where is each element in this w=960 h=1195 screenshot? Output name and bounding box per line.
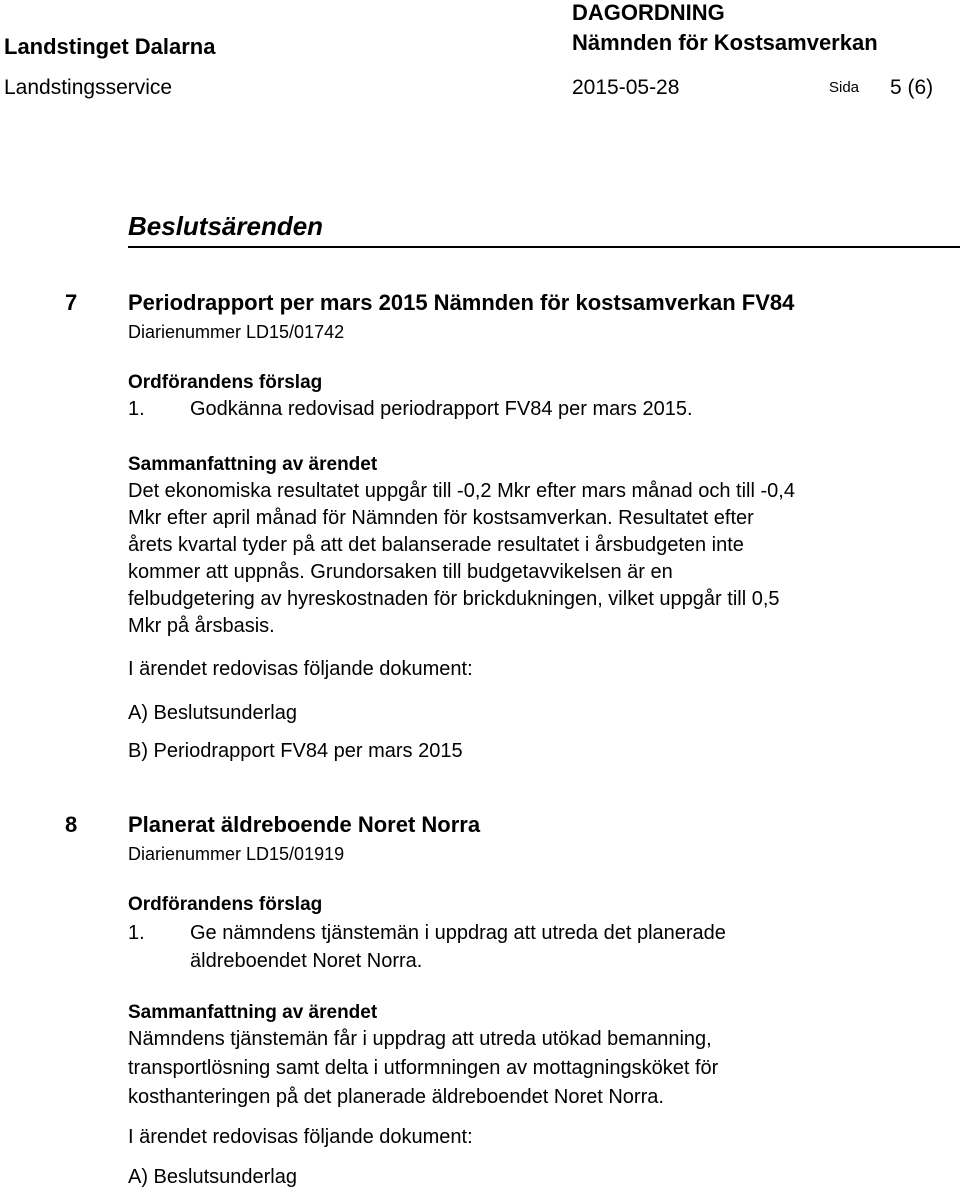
summary-line: Nämndens tjänstemän får i uppdrag att utreda utökad bemanning, — [128, 1028, 712, 1050]
summary-line: Mkr efter april månad för Nämnden för kostsamverkan. Resultatet efter — [128, 507, 754, 529]
diary-number: Diarienummer LD15/01742 — [128, 322, 345, 342]
documents-intro: I ärendet redovisas följande dokument: — [128, 658, 473, 680]
summary-line: kommer att uppnås. Grundorsaken till budgetavvikelsen är en — [128, 561, 673, 583]
item-number: 7 — [65, 290, 78, 315]
summary-line: kosthanteringen på det planerade äldreboendet Noret Norra. — [128, 1086, 664, 1108]
page-number: 5 (6) — [890, 76, 934, 99]
document-date: 2015-05-28 — [572, 76, 680, 99]
document-entry: A) Beslutsunderlag — [128, 702, 297, 724]
department-name: Landstingsservice — [4, 76, 173, 99]
summary-heading: Sammanfattning av ärendet — [128, 1002, 378, 1023]
document-entry: A) Beslutsunderlag — [128, 1166, 297, 1188]
summary-line: felbudgetering av hyreskostnaden för brickdukningen, vilket uppgår till 0,5 — [128, 588, 780, 610]
section-divider — [128, 246, 960, 248]
item-title: Periodrapport per mars 2015 Nämnden för kostsamverkan FV84 — [128, 290, 795, 315]
document-entry: B) Periodrapport FV84 per mars 2015 — [128, 740, 463, 762]
summary-line: transportlösning samt delta i utformningen av mottagningsköket för — [128, 1057, 719, 1079]
proposal-heading: Ordförandens förslag — [128, 894, 323, 915]
section-title: Beslutsärenden — [128, 211, 324, 241]
proposal-text-line: äldreboendet Noret Norra. — [190, 950, 423, 972]
proposal-text: Godkänna redovisad periodrapport FV84 per mars 2015. — [190, 398, 693, 420]
document-type: DAGORDNING — [572, 0, 725, 25]
board-name: Nämnden för Kostsamverkan — [572, 30, 878, 55]
proposal-number: 1. — [128, 398, 145, 420]
organization-name: Landstinget Dalarna — [4, 34, 216, 59]
diary-number: Diarienummer LD15/01919 — [128, 844, 345, 864]
proposal-heading: Ordförandens förslag — [128, 372, 323, 393]
summary-line: årets kvartal tyder på att det balanserade resultatet i årsbudgeten inte — [128, 534, 744, 556]
summary-heading: Sammanfattning av ärendet — [128, 454, 378, 475]
summary-line: Det ekonomiska resultatet uppgår till -0,2 Mkr efter mars månad och till -0,4 — [128, 480, 795, 502]
page-label: Sida — [829, 79, 860, 96]
summary-line: Mkr på årsbasis. — [128, 615, 275, 637]
proposal-text-line: Ge nämndens tjänstemän i uppdrag att utreda det planerade — [190, 922, 726, 944]
item-number: 8 — [65, 812, 78, 837]
documents-intro: I ärendet redovisas följande dokument: — [128, 1126, 473, 1148]
proposal-number: 1. — [128, 922, 145, 944]
item-title: Planerat äldreboende Noret Norra — [128, 812, 481, 837]
